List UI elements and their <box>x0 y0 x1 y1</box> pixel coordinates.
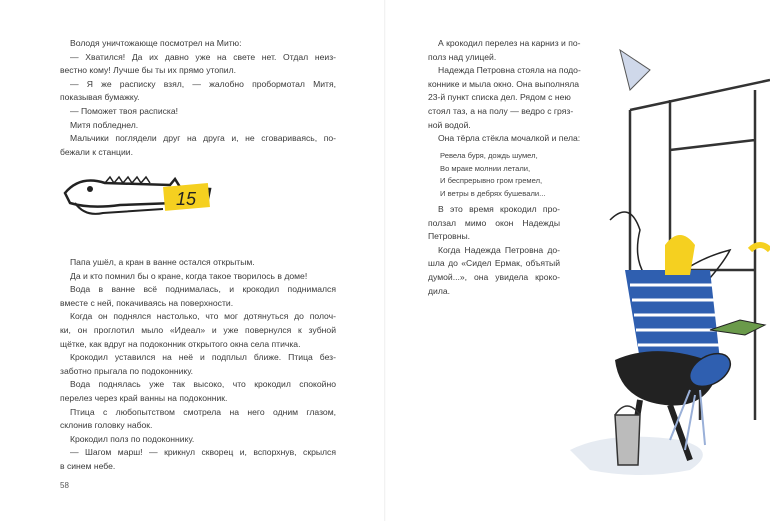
text-line: думой...», она увидела кроко- <box>428 271 560 282</box>
text-line: Петровны. <box>428 231 471 242</box>
text-line: Митя побледнел. <box>70 119 139 130</box>
text-line: перелез через край ванны на подоконник. <box>60 392 228 403</box>
right-text-block-1 <box>428 37 581 146</box>
text-line: в синем небе. <box>60 460 116 471</box>
text-line: — Шагом марш! — крикнул скворец и, вспорхнув, скрылся <box>70 447 336 458</box>
text-line: Когда он поднялся настолько, что мог дотянуться до полоч- <box>70 311 336 322</box>
text-line: склонив головку набок. <box>60 420 153 431</box>
paragraph <box>60 78 336 105</box>
text-line: В это время крокодил про- <box>438 204 560 214</box>
paragraph <box>60 132 336 159</box>
paragraph <box>60 433 336 447</box>
verse-line: И ветры в дебрях бушевали... <box>440 188 546 198</box>
text-line: Папа ушёл, а кран в ванне остался открытым. <box>70 257 255 267</box>
right-text-block-2 <box>428 203 560 298</box>
text-line: дила. <box>428 285 450 296</box>
paragraph <box>60 119 336 133</box>
chapter-number: 15 <box>176 189 197 209</box>
text-line: Она тёрла стёкла мочалкой и пела: <box>438 133 581 144</box>
paragraph <box>428 64 581 132</box>
paragraph <box>60 256 336 270</box>
text-line: 23-й пункт списка дел. Рядом с нею <box>428 92 571 103</box>
page-number: 58 <box>60 481 69 490</box>
left-text-block-1 <box>60 37 336 159</box>
text-line: Мальчики поглядели друг на друга и, не сговариваясь, по- <box>70 133 336 144</box>
text-line: ки, он проглотил мыло «Идеал» и уже повернулся к зубной <box>60 324 336 335</box>
text-line: вестно кому! Лучше бы ты их прямо утопил. <box>60 65 236 76</box>
text-line: — Я же расписку взял, — жалобно пробормотал Митя, <box>70 78 336 89</box>
paragraph <box>60 270 336 284</box>
text-line: стоял таз, а на полу — ведро с гряз- <box>428 105 574 116</box>
text-line: А крокодил перелез на карниз и по- <box>438 38 581 48</box>
paragraph <box>428 132 581 146</box>
text-line: бежали к станции. <box>60 146 133 157</box>
text-line: Да и кто помнил бы о кране, когда такое творилось в доме! <box>70 270 308 281</box>
book-gutter <box>384 0 386 521</box>
text-line: — Поможет твоя расписка! <box>70 105 179 116</box>
paragraph <box>428 203 560 244</box>
paragraph <box>60 51 336 78</box>
text-line: — Хватился! Да их давно уже на свете нет. Отдал неиз- <box>70 51 336 62</box>
text-line: щётке, как вдруг на подоконник открытого окна села птичка. <box>60 338 301 349</box>
text-line: Вода поднялась уже так высоко, что крокодил спокойно <box>70 379 336 390</box>
text-line: Когда Надежда Петровна до- <box>438 244 560 255</box>
text-line: ползал мимо окон Надежды <box>428 217 560 228</box>
paragraph <box>60 283 336 310</box>
text-line: Вода в ванне всё поднималась, и крокодил поднимался <box>70 284 336 295</box>
crocodile-chapter-illustration <box>60 165 220 230</box>
paragraph <box>60 446 336 473</box>
verse-line: И беспрерывно гром гремел, <box>440 176 543 186</box>
text-line: показывая бумажку. <box>60 92 140 103</box>
text-line: Птица с любопытством смотрела на него одним глазом, <box>70 406 336 417</box>
paragraph <box>60 105 336 119</box>
text-line: шла до «Сидел Ермак, объятый <box>428 258 560 269</box>
song-verse <box>440 150 545 200</box>
text-line: коннике и мыла окно. Она выполняла <box>428 78 580 89</box>
paragraph <box>60 310 336 351</box>
woman-washing-window-illustration <box>570 30 770 510</box>
paragraph <box>60 37 336 51</box>
text-line: Володя уничтожающе посмотрел на Митю: <box>70 38 242 48</box>
text-line: вместе с ней, покачиваясь на поверхности. <box>60 297 234 308</box>
text-line: заботно прыгала по подоконнику. <box>60 365 194 376</box>
paragraph <box>428 244 560 298</box>
left-text-block-2 <box>60 256 336 474</box>
paragraph <box>60 351 336 378</box>
paragraph <box>60 406 336 433</box>
paragraph <box>428 37 581 64</box>
text-line: Крокодил полз по подоконнику. <box>70 433 195 444</box>
text-line: Надежда Петровна стояла на подо- <box>438 65 581 76</box>
text-line: полз над улицей. <box>428 51 497 62</box>
verse-line: Во мраке молнии летали, <box>440 163 531 173</box>
text-line: Крокодил уставился на неё и подплыл ближе. Птица без- <box>70 352 336 363</box>
paragraph <box>60 378 336 405</box>
text-line: ной водой. <box>428 119 471 130</box>
verse-line: Ревела буря, дождь шумел, <box>440 151 538 160</box>
